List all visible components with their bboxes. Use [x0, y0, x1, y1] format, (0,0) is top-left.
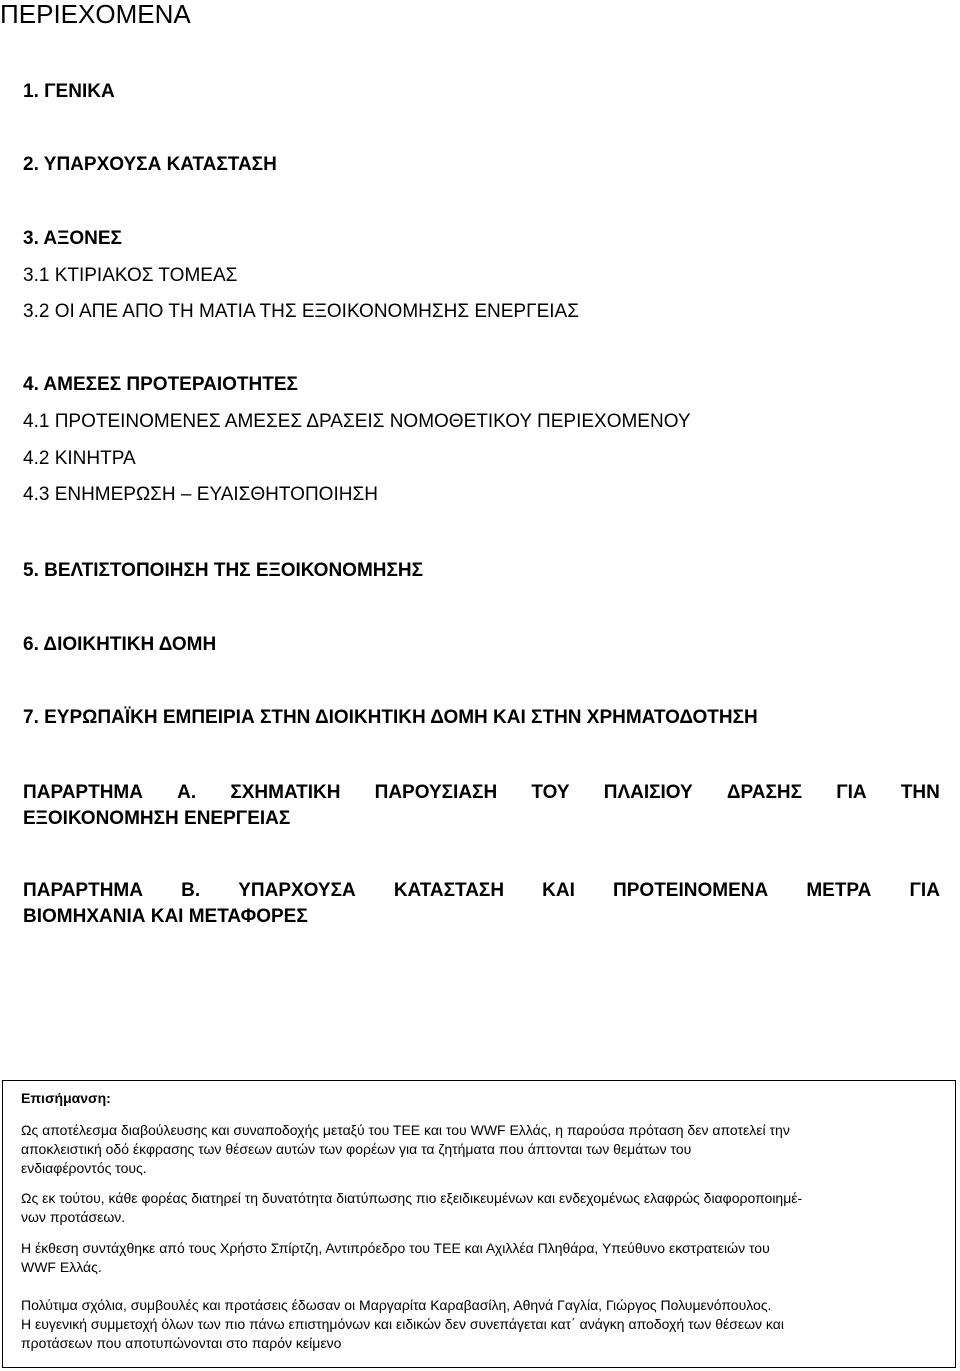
notice-line: ενδιαφέροντός τους. [21, 1160, 147, 1176]
appendix-b-heading [23, 878, 940, 930]
toc-item: 5. ΒΕΛΤΙΣΤΟΠΟΙΗΣΗ ΤΗΣ ΕΞΟΙΚΟΝΟΜΗΣΗΣ [23, 560, 424, 581]
toc-item: 3. ΑΞΟΝΕΣ [23, 228, 122, 249]
notice-line: Η ευγενική συμμετοχή όλων των πιο πάνω επιστημόνων και ειδικών δεν συνεπάγεται κατ΄ ανάγκη αποδοχή των θέσεων και [21, 1316, 784, 1332]
notice-line: WWF Ελλάς. [21, 1259, 102, 1275]
appendix-a-word: ΠΑΡΑΡΤΗΜΑ [23, 782, 143, 803]
appendix-a-line-2: ΕΞΟΙΚΟΝΟΜΗΣΗ ΕΝΕΡΓΕΙΑΣ [23, 808, 291, 829]
appendix-b-word: ΚΑΤΑΣΤΑΣΗ [393, 880, 505, 901]
appendix-b-word: ΚΑΙ [542, 880, 575, 901]
appendix-a-word: ΤΗΝ [900, 782, 940, 803]
notice-line: Η έκθεση συντάχθηκε από τους Χρήστο Σπίρτζη, Αντιπρόεδρο του ΤΕΕ και Αχιλλέα Πληθάρα, Υπεύθυνο εκστρατειών του [21, 1240, 770, 1256]
appendix-b-word: ΠΡΟΤΕΙΝΟΜΕΝΑ [613, 880, 769, 901]
appendix-a-word: ΤΟΥ [531, 782, 570, 803]
toc-item: 6. ΔΙΟΙΚΗΤΙΚΗ ΔΟΜΗ [23, 634, 217, 655]
appendix-a-word: Α. [177, 782, 197, 803]
page-title: ΠΕΡΙΕΧΟΜΕΝΑ [0, 0, 191, 29]
toc-item: 4. ΑΜΕΣΕΣ ΠΡΟΤΕΡΑΙΟΤΗΤΕΣ [23, 374, 298, 395]
appendix-b-word: Β. [181, 880, 201, 901]
appendix-a-heading [23, 780, 940, 832]
appendix-a-word: ΓΙΑ [836, 782, 867, 803]
notice-line: αποκλειστική οδό έκφρασης των θέσεων αυτών των φορέων για τα ζητήματα που άπτονται των θεμάτων του [21, 1141, 692, 1157]
toc-item: 2. ΥΠΑΡΧΟΥΣΑ ΚΑΤΑΣΤΑΣΗ [23, 154, 277, 175]
toc-subitem: 3.2 ΟΙ ΑΠΕ ΑΠΟ ΤΗ ΜΑΤΙΑ ΤΗΣ ΕΞΟΙΚΟΝΟΜΗΣΗΣ ΕΝΕΡΓΕΙΑΣ [23, 301, 579, 322]
appendix-a-word: ΠΛΑΙΣΙΟΥ [603, 782, 693, 803]
appendix-b-word: ΓΙΑ [909, 880, 940, 901]
notice-paragraph [21, 1121, 941, 1178]
notice-paragraph [21, 1239, 941, 1277]
appendix-b-line-1 [23, 878, 940, 904]
notice-line: νων προτάσεων. [21, 1209, 126, 1225]
appendix-a-word: ΔΡΑΣΗΣ [726, 782, 803, 803]
appendix-b-word: ΥΠΑΡΧΟΥΣΑ [238, 880, 356, 901]
appendix-b-word: ΜΕΤΡΑ [806, 880, 872, 901]
toc-item: 1. ΓΕΝΙΚΑ [23, 81, 115, 102]
appendix-a-word: ΣΧΗΜΑΤΙΚΗ [230, 782, 341, 803]
appendix-a-line-1 [23, 780, 940, 806]
notice-line: προτάσεων που αποτυπώνονται στο παρόν κείμενο [21, 1335, 342, 1351]
appendix-a-word: ΠΑΡΟΥΣΙΑΣΗ [374, 782, 498, 803]
toc-item: 7. ΕΥΡΩΠΑΪΚΗ ΕΜΠΕΙΡΙΑ ΣΤΗΝ ΔΙΟΙΚΗΤΙΚΗ ΔΟΜΗ ΚΑΙ ΣΤΗΝ ΧΡΗΜΑΤΟΔΟΤΗΣΗ [23, 707, 758, 728]
notice-title: Επισήμανση: [21, 1090, 111, 1106]
notice-box [2, 1080, 956, 1368]
notice-line: Ως αποτέλεσμα διαβούλευσης και συναποδοχής μεταξύ του ΤΕΕ και του WWF Ελλάς, η παρούσα πρόταση δεν αποτελεί την [21, 1122, 790, 1138]
toc-subitem: 3.1 ΚΤΙΡΙΑΚΟΣ ΤΟΜΕΑΣ [23, 265, 238, 286]
toc-subitem: 4.3 ΕΝΗΜΕΡΩΣΗ – ΕΥΑΙΣΘΗΤΟΠΟΙΗΣΗ [23, 484, 378, 505]
toc-subitem: 4.1 ΠΡΟΤΕΙΝΟΜΕΝΕΣ ΑΜΕΣΕΣ ΔΡΑΣΕΙΣ ΝΟΜΟΘΕΤΙΚΟΥ ΠΕΡΙΕΧΟΜΕΝΟΥ [23, 411, 691, 432]
appendix-b-word: ΠΑΡΑΡΤΗΜΑ [23, 880, 143, 901]
notice-line: Πολύτιμα σχόλια, συμβουλές και προτάσεις έδωσαν οι Μαργαρίτα Καραβασίλη, Αθηνά Γαγλία, Γιώργος Πολυμενόπουλος. [21, 1297, 772, 1313]
toc-subitem: 4.2 ΚΙΝΗΤΡΑ [23, 448, 136, 469]
notice-paragraph [21, 1189, 941, 1227]
appendix-b-line-2: ΒΙΟΜΗΧΑΝΙΑ ΚΑΙ ΜΕΤΑΦΟΡΕΣ [23, 906, 308, 927]
notice-paragraph [21, 1296, 941, 1353]
notice-line: Ως εκ τούτου, κάθε φορέας διατηρεί τη δυνατότητα διατύπωσης πιο εξειδικευμένων και ενδεχομένως ελαφρώς διαφοροποιημέ- [21, 1190, 803, 1206]
